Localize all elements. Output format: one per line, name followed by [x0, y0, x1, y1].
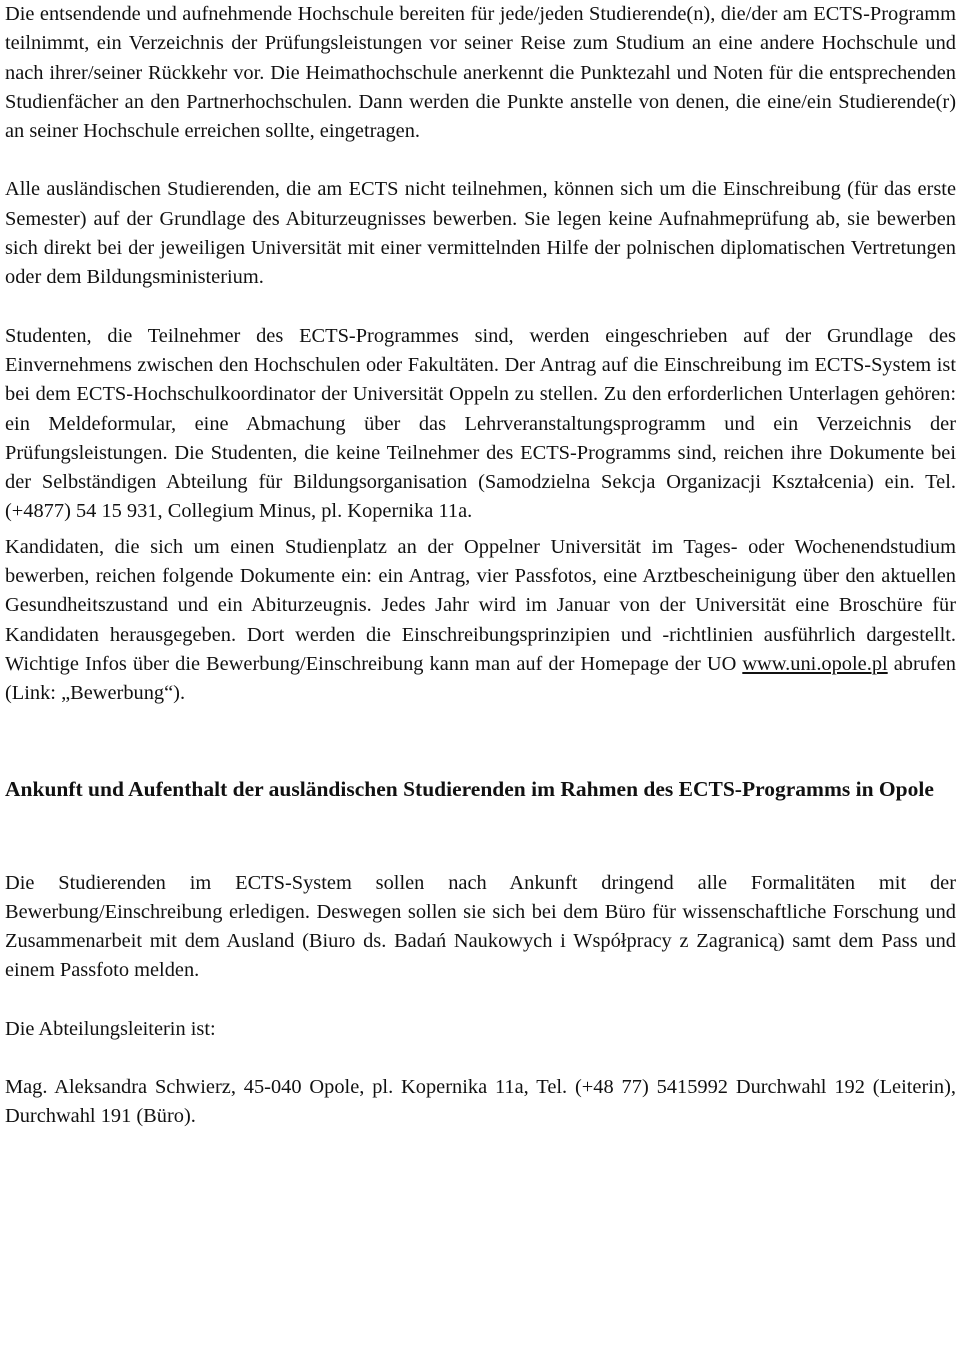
candidates-text-end: abrufen (Link: „Bewerbung“).: [5, 652, 956, 705]
paragraph-ects-enrollment: Studenten, die Teilnehmer des ECTS-Programmes sind, werden eingeschrieben auf der Grundlage des Einvernehmens zwischen den Hochschulen oder Fakultäten. Der Antrag auf die Einschreibung im ECTS-System ist bei dem ECTS-Hochschulkoordinator der Universität Oppeln zu stellen. Zu den erforderlichen Unterlagen gehören: ein Meldeformular, eine Abmachung über das Lehrveranstaltungsprogramm und ein Verzeichnis der Prüfungsleistungen. Die Studenten, die keine Teilnehmer des ECTS-Programms sind, reichen ihre Dokumente bei der Selbständigen Abteilung für Bildungsorganisation (Samodzielna Sekcja Organizacji Kształcenia) ein. Tel. (+4877) 54 15 931, Collegium Minus, pl. Kopernika 11a.: [5, 324, 956, 523]
document-page: [5, 0, 956, 1132]
section-heading: Ankunft und Aufenthalt der ausländischen Studierenden im Rahmen des ECTS-Programms in Opole: [5, 776, 934, 801]
paragraph-contact-details: Mag. Aleksandra Schwierz, 45-040 Opole, pl. Kopernika 11a, Tel. (+48 77) 5415992 Durchwahl 192 (Leiterin), Durchwahl 191 (Büro).: [5, 1076, 956, 1128]
paragraph-ects-records: Die entsendende und aufnehmende Hochschule bereiten für jede/jeden Studierende(n), die/der am ECTS-Programm teilnimmt, ein Verzeichnis der Prüfungsleistungen vor seiner Reise zum Studium an eine andere Hochschule und nach ihrer/seiner Rückkehr vor. Die Heimathochschule anerkennt die Punktezahl und Noten für die entsprechenden Studienfächer an den Partnerhochschulen. Dann werden die Punkte anstelle von denen, die eine/ein Studierende(r) an seiner Hochschule erreichen sollte, eingetragen.: [5, 3, 956, 143]
paragraph-foreign-students: Alle ausländischen Studierenden, die am ECTS nicht teilnehmen, können sich um die Einschreibung (für das erste Semester) auf der Grundlage des Abiturzeugnisses bewerben. Sie legen keine Aufnahmeprüfung ab, sie bewerben sich direkt bei der jeweiligen Universität mit einer vermittelnden Hilfe der polnischen diplomatischen Vertretungen oder dem Bildungsministerium.: [5, 178, 956, 289]
paragraph-arrival-formalities: Die Studierenden im ECTS-System sollen nach Ankunft dringend alle Formalitäten mit der Bewerbung/Einschreibung erledigen. Deswegen sollen sie sich bei dem Büro für wissenschaftliche Forschung und Zusammenarbeit mit dem Ausland (Biuro ds. Badań Naukowych i Współpracy z Zagranicą) samt dem Pass und einem Passfoto melden.: [5, 871, 956, 982]
paragraph-candidates: [5, 533, 956, 709]
paragraph-department-head-intro: Die Abteilungsleiterin ist:: [5, 1017, 216, 1040]
university-homepage-link[interactable]: www.uni.opole.pl: [742, 652, 888, 675]
candidates-text-start: Kandidaten, die sich um einen Studienplatz an der Oppelner Universität im Tages- oder Wochenendstudium bewerben, reichen folgende Dokumente ein: ein Antrag, vier Passfotos, eine Arztbescheinigung über den aktuellen Gesundheitszustand und ein Abiturzeugnis. Jedes Jahr wird im Januar von der Universität eine Broschüre für Kandidaten herausgegeben. Dort werden die Einschreibungsprinzipien und -richtlinien ausführlich dargestellt. Wichtige Infos über die Bewerbung/Einschreibung kann man auf der Homepage der UO: [5, 535, 956, 675]
